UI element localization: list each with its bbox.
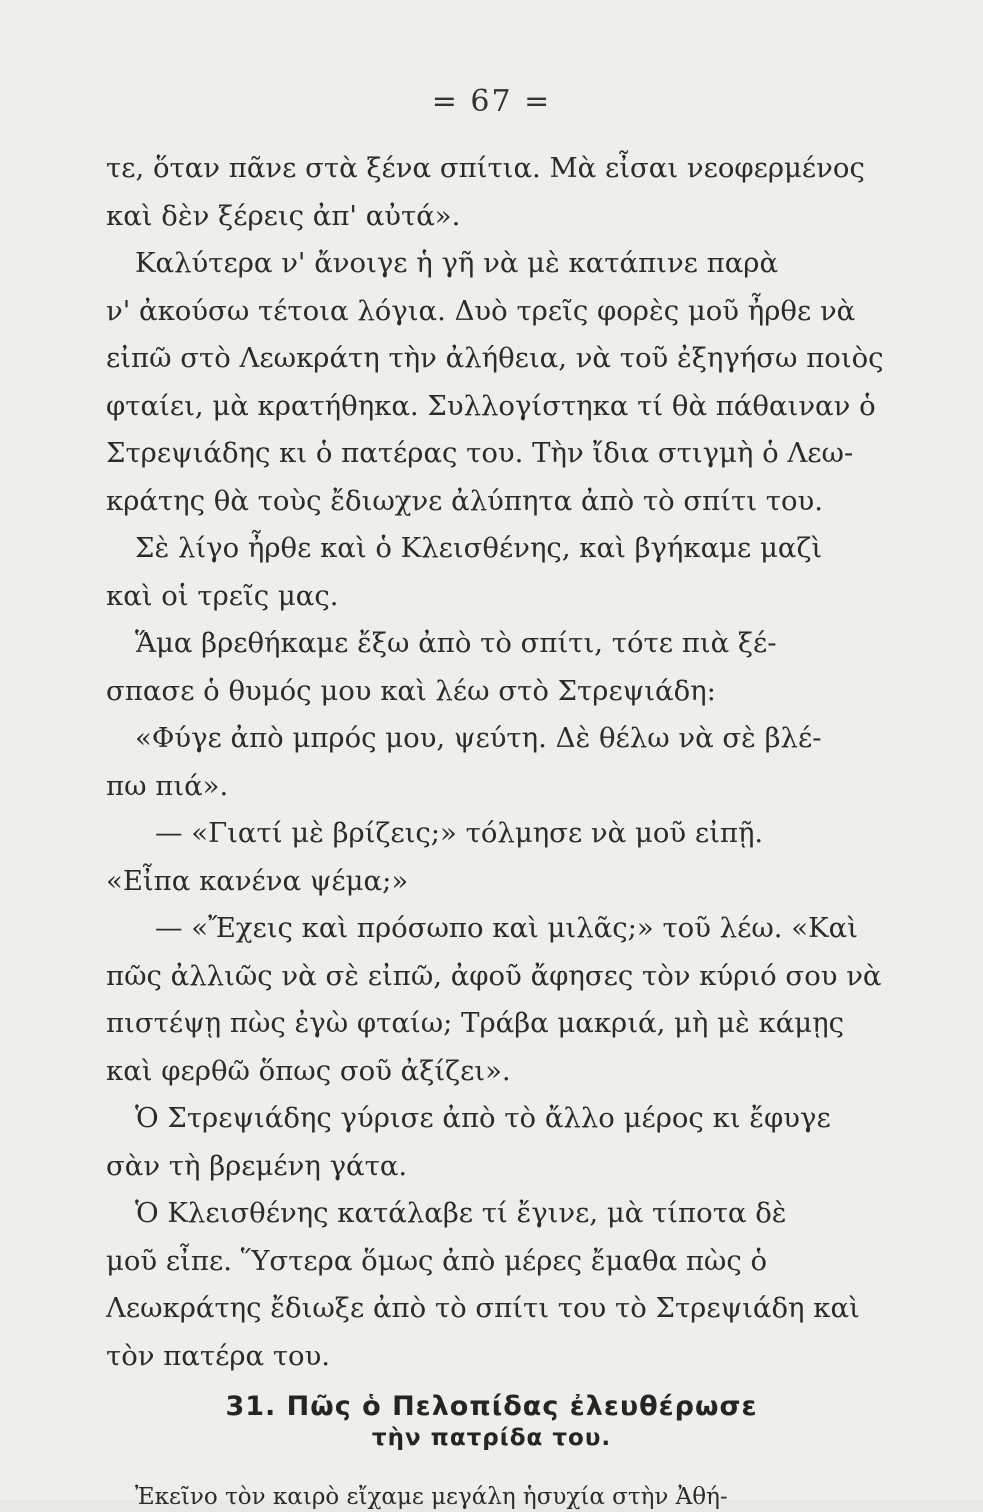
text-line: σπασε ὁ θυμός μου καὶ λέω στὸ Στρεψιάδη: [106,674,716,707]
text-line: εἰπῶ στὸ Λεωκράτη τὴν ἀλήθεια, νὰ τοῦ ἐξηγήσω ποιὸς [106,342,884,374]
text-line: καὶ δὲν ξέρεις ἀπ' αὐτά». [106,199,461,232]
text-line: «Εἶπα κανένα ψέμα;» [106,864,409,897]
text-line: Ὁ Στρεψιάδης γύρισε ἀπὸ τὸ ἄλλο μέρος κι ἔφυγε [135,1102,831,1134]
text-line: — «Γιατί μὲ βρίζεις;» τόλμησε νὰ μοῦ εἰπῇ. [155,817,764,849]
text-line: καὶ οἱ τρεῖς μας. [106,579,339,612]
text-line: Λεωκράτης ἔδιωξε ἀπὸ τὸ σπίτι του τὸ Στρεψιάδη καὶ [106,1292,860,1324]
text-line: ν' ἀκούσω τέτοια λόγια. Δυὸ τρεῖς φορὲς μοῦ ἦρθε νὰ [106,294,856,327]
text-line: σὰν τὴ βρεμένη γάτα. [106,1149,408,1182]
text-line: τε, ὅταν πᾶνε στὰ ξένα σπίτια. Μὰ εἶσαι νεοφερμένος [106,152,865,184]
text-line: «Φύγε ἀπὸ μπρός μου, ψεύτη. Δὲ θέλω νὰ σὲ βλέ- [135,722,822,754]
text-line: Ἐκεῖνο τὸν καιρὸ εἴχαμε μεγάλη ἡσυχία στὴν Ἀθή- [135,1484,728,1511]
text-line: πω πιά». [106,769,229,802]
text-line: μοῦ εἶπε. Ὕστερα ὅμως ἀπὸ μέρες ἔμαθα πὼς ὁ [106,1244,768,1277]
text-line: Καλύτερα ν' ἄνοιγε ἡ γῆ νὰ μὲ κατάπινε παρὰ [135,247,779,279]
text-line: φταίει, μὰ κρατήθηκα. Συλλογίστηκα τί θὰ πάθαιναν ὁ [106,389,876,422]
text-line: τὸν πατέρα του. [106,1339,331,1372]
text-line: Σὲ λίγο ἦρθε καὶ ὁ Κλεισθένης, καὶ βγήκαμε μαζὶ [135,532,823,564]
text-line: — «Ἔχεις καὶ πρόσωπο καὶ μιλᾶς;» τοῦ λέω. «Καὶ [155,912,858,944]
text-line: Ἅμα βρεθήκαμε ἔξω ἀπὸ τὸ σπίτι, τότε πιὰ ξέ- [135,627,777,659]
text-line: πῶς ἀλλιῶς νὰ σὲ εἰπῶ, ἀφοῦ ἄφησες τὸν κύριό σου νὰ [106,959,882,992]
page-number: = 67 = [431,84,552,119]
text-line: πιστέψῃ πὼς ἐγὼ φταίω; Τράβα μακριά, μὴ μὲ κάμῃς [106,1007,845,1039]
section-heading-continued: τὴν πατρίδα του. [371,1425,612,1452]
section-heading: 31. Πῶς ὁ Πελοπίδας ἐλευθέρωσε [225,1391,758,1422]
text-line: κράτης θὰ τοὺς ἔδιωχνε ἀλύπητα ἀπὸ τὸ σπίτι του. [106,484,823,517]
text-line: Στρεψιάδης κι ὁ πατέρας του. Τὴν ἴδια στιγμὴ ὁ Λεω- [106,437,854,469]
text-line: Ὁ Κλεισθένης κατάλαβε τί ἔγινε, μὰ τίποτα δὲ [135,1197,787,1229]
text-line: καὶ φερθῶ ὅπως σοῦ ἀξίζει». [106,1054,511,1087]
